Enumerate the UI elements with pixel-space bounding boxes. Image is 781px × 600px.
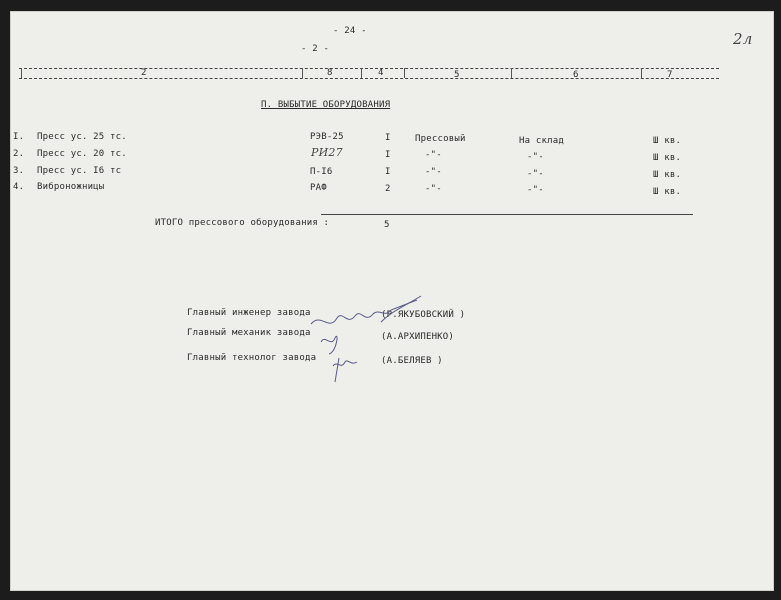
equipment-model: П-I6 [310, 167, 333, 177]
column-number: 2 [141, 68, 147, 78]
signature-name: (А.АРХИПЕНКО) [381, 332, 455, 342]
column-divider [302, 68, 303, 78]
equipment-name: Виброножницы [37, 182, 105, 192]
column-divider [21, 68, 22, 78]
equipment-type: -"- [425, 167, 442, 177]
total-label: ИТОГО прессового оборудования : [155, 218, 330, 228]
column-divider [511, 68, 512, 78]
equipment-period: Ш кв. [653, 153, 682, 163]
page-number: - 2 - [301, 44, 330, 54]
equipment-quantity: 2 [385, 184, 391, 194]
equipment-name: Пресс ус. 25 тс. [37, 132, 127, 142]
equipment-period: Ш кв. [653, 187, 682, 197]
total-separator-line [321, 214, 693, 215]
equipment-destination: -"- [527, 185, 544, 195]
equipment-name: Пресс ус. I6 тс [37, 166, 122, 176]
column-number: 4 [378, 68, 384, 78]
signature-role: Главный инженер завода [187, 308, 311, 318]
equipment-type: Прессовый [415, 134, 466, 144]
equipment-period: Ш кв. [653, 170, 682, 180]
equipment-quantity: I [385, 167, 391, 177]
equipment-quantity: I [385, 150, 391, 160]
equipment-quantity: I [385, 133, 391, 143]
equipment-period: Ш кв. [653, 136, 682, 146]
column-divider [404, 68, 405, 78]
total-value: 5 [384, 220, 390, 230]
column-divider [361, 68, 362, 78]
column-number: 6 [573, 70, 579, 80]
column-header-top-line [19, 68, 719, 69]
section-title: П. ВЫБЫТИЕ ОБОРУДОВАНИЯ [261, 100, 391, 110]
equipment-name: Пресс ус. 20 тс. [37, 149, 127, 159]
column-number: 8 [327, 68, 333, 78]
equipment-type: -"- [425, 150, 442, 160]
signature-role: Главный механик завода [187, 328, 311, 338]
signature-name: (Р.ЯКУБОВСКИЙ ) [381, 310, 466, 320]
archive-page-number: - 24 - [333, 26, 367, 36]
row-number: 4. [13, 182, 25, 192]
column-divider [641, 68, 642, 78]
column-number: 5 [454, 70, 460, 80]
row-number: 2. [13, 149, 25, 159]
equipment-destination: -"- [527, 152, 544, 162]
equipment-model: РЭВ-25 [310, 132, 344, 142]
signature-role: Главный технолог завода [187, 353, 317, 363]
document-page [10, 11, 774, 591]
handwritten-signature [281, 282, 431, 382]
corner-handwritten-number: 2л [733, 30, 753, 48]
equipment-type: -"- [425, 184, 442, 194]
row-number: 3. [13, 166, 25, 176]
column-number: 7 [667, 70, 673, 80]
equipment-model: РИ27 [311, 146, 343, 159]
row-number: I. [13, 132, 25, 142]
equipment-model: РАФ [310, 183, 327, 193]
column-header-bottom-line [19, 78, 719, 79]
equipment-destination: На склад [519, 136, 564, 146]
signature-name: (А.БЕЛЯЕВ ) [381, 356, 443, 366]
equipment-destination: -"- [527, 169, 544, 179]
